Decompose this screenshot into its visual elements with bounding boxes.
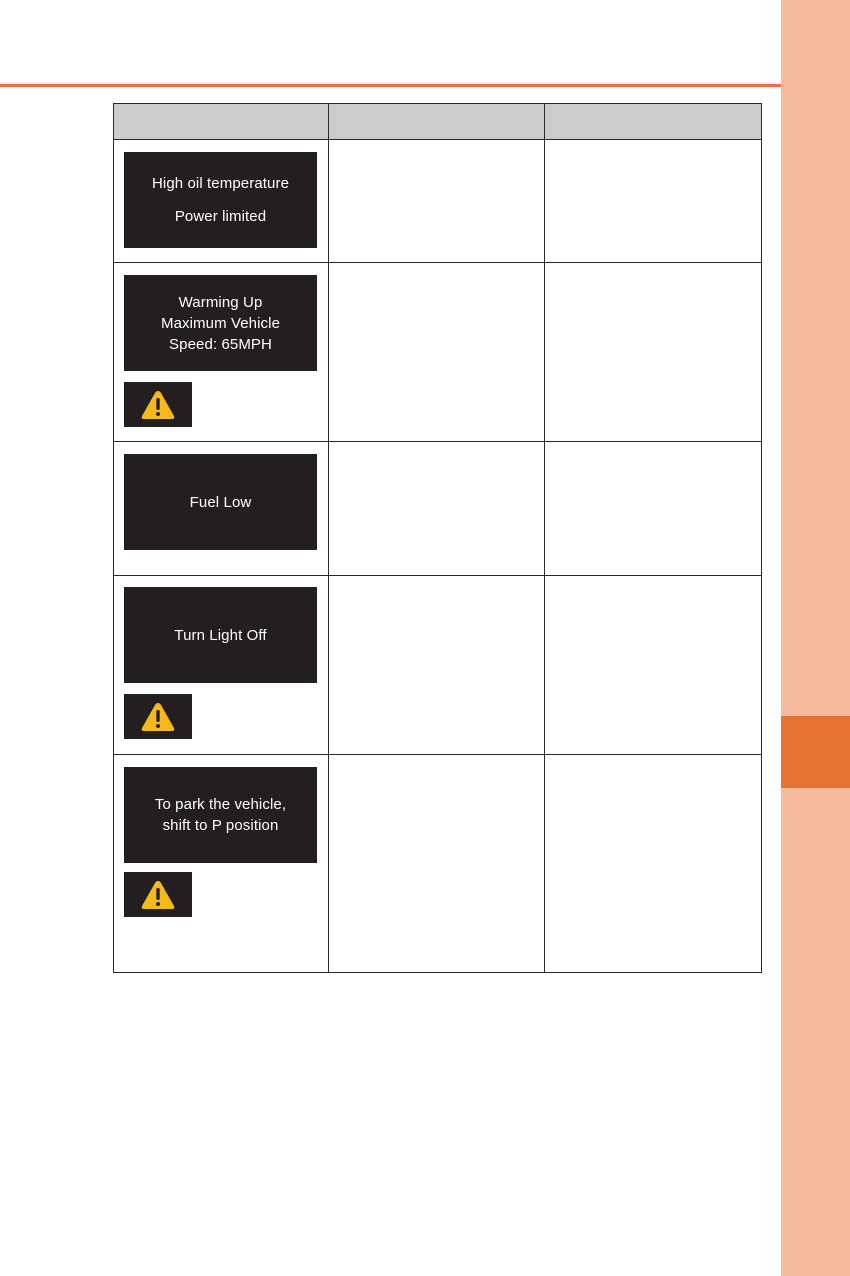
- warning-triangle-icon: [140, 879, 176, 911]
- header-rule: [0, 84, 781, 87]
- table-cell: [329, 140, 545, 263]
- message-image-cell: [114, 576, 329, 755]
- table-cell: [329, 576, 545, 755]
- warning-indicator: [124, 694, 192, 739]
- table-row: [114, 755, 762, 973]
- screen-text-line: Fuel Low: [189, 493, 252, 511]
- side-tab-strip: [781, 0, 850, 1276]
- screen-text-line: To park the vehicle,: [154, 796, 287, 813]
- table-cell: [545, 263, 762, 442]
- screen-text-line: shift to P position: [162, 817, 279, 834]
- screen-text-line: Warming Up: [178, 293, 263, 311]
- table-row: [114, 576, 762, 755]
- message-image-cell: [114, 442, 329, 576]
- message-image-cell: [114, 755, 329, 973]
- screen-text-line: High oil temperature: [151, 175, 290, 192]
- warning-indicator: [124, 872, 192, 917]
- table-header-cell: [114, 104, 329, 140]
- table-cell: [545, 140, 762, 263]
- display-screen: [124, 454, 317, 550]
- table-header-row: [114, 104, 762, 140]
- table-cell: [545, 576, 762, 755]
- table-row: [114, 442, 762, 576]
- table-header-cell: [329, 104, 545, 140]
- message-image-cell: [114, 140, 329, 263]
- screen-text-line: Turn Light Off: [174, 626, 267, 644]
- warning-triangle-icon: [140, 701, 176, 733]
- warning-messages-table: [113, 103, 762, 973]
- table-row: [114, 263, 762, 442]
- table-header-cell: [545, 104, 762, 140]
- message-image-cell: [114, 263, 329, 442]
- table-cell: [545, 755, 762, 973]
- warning-indicator: [124, 382, 192, 427]
- display-screen: [124, 152, 317, 248]
- table-cell: [545, 442, 762, 576]
- table-cell: [329, 263, 545, 442]
- screen-text-line: Maximum Vehicle: [160, 314, 281, 332]
- warning-triangle-icon: [140, 389, 176, 421]
- screen-text-line: Speed: 65MPH: [169, 335, 272, 353]
- side-tab-active-section[interactable]: [781, 716, 850, 788]
- table-row: [114, 140, 762, 263]
- display-screen: [124, 587, 317, 683]
- screen-text-line: Power limited: [174, 208, 267, 225]
- display-screen: [124, 767, 317, 863]
- table-cell: [329, 755, 545, 973]
- table-cell: [329, 442, 545, 576]
- display-screen: [124, 275, 317, 371]
